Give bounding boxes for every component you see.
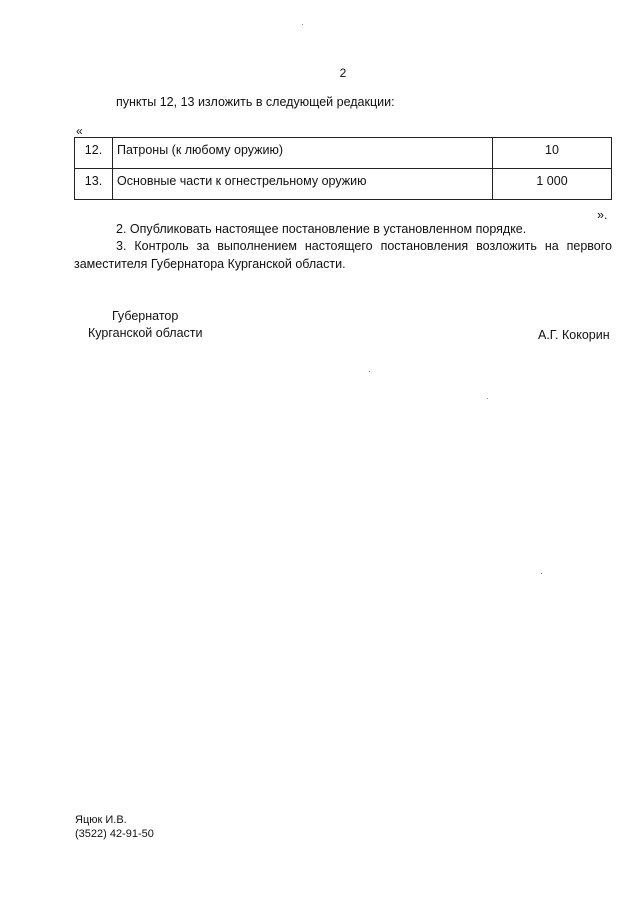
signatory-region: Курганской области [88, 326, 203, 340]
row-quantity: 10 [493, 138, 612, 169]
signatory-title: Губернатор [112, 309, 179, 323]
paragraph-2: 2. Опубликовать настоящее постановление в установленном порядке. [116, 222, 527, 236]
row-item-name: Патроны (к любому оружию) [113, 138, 493, 169]
table-row [75, 138, 612, 169]
page-number: 2 [339, 66, 347, 80]
items-table [74, 137, 612, 200]
scan-speck [369, 371, 370, 372]
row-item-name: Основные части к огнестрельному оружию [113, 169, 493, 200]
closing-quote: ». [597, 208, 608, 222]
row-number: 12. [75, 138, 113, 169]
row-quantity: 1 000 [493, 169, 612, 200]
signatory-name: А.Г. Кокорин [538, 328, 610, 342]
opening-quote: « [76, 124, 83, 138]
scan-speck [487, 398, 488, 399]
intro-text: пункты 12, 13 изложить в следующей редакции: [116, 95, 395, 109]
scan-speck [302, 24, 303, 25]
table-row [75, 169, 612, 200]
executor-phone: (3522) 42-91-50 [75, 828, 154, 840]
executor-name: Яцюк И.В. [75, 814, 127, 826]
paragraph-3: 3. Контроль за выполнением настоящего постановления возложить на первого заместителя Губернатора Курганской области. [74, 239, 612, 271]
row-number: 13. [75, 169, 113, 200]
scan-speck [541, 573, 542, 574]
